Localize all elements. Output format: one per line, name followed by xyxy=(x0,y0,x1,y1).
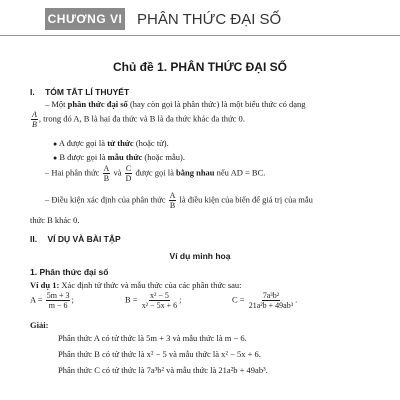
bullet-numerator xyxy=(53,138,169,150)
bullet1-pre: A được gọi là xyxy=(58,138,108,148)
cond-frac-den: B xyxy=(169,201,176,210)
fracA xyxy=(46,291,71,310)
equal-frac1-den: B xyxy=(103,174,110,183)
section2-number: II. xyxy=(30,234,38,244)
definition-line1 xyxy=(45,99,306,110)
section1-heading xyxy=(30,87,129,97)
equal-fraction-2 xyxy=(125,164,133,183)
equal-mid: được gọi là xyxy=(135,167,177,178)
cond-frac-num: A xyxy=(169,191,176,200)
def-text-post: (hay còn gọi là phân thức) là một biểu thức có dạng xyxy=(127,99,306,109)
chapter-title: PHÂN THỨC ĐẠI SỐ xyxy=(137,11,282,28)
def-line2-text: , trong đó A, B là hai đa thức và B là đa thức khác đa thức 0. xyxy=(38,113,245,124)
solution-line-2: Phân thức B có tử thức là x² − 5 và mẫu thức là x² − 5x + 6. xyxy=(58,349,261,359)
example1-label: Ví dụ 1: xyxy=(30,280,60,290)
bullet-dot-icon: ● xyxy=(53,140,58,148)
bullet2-pre: B được gọi là xyxy=(59,152,108,162)
def-frac-den: B xyxy=(32,120,37,129)
equal-and: và xyxy=(113,167,122,178)
fracA-den: m − 6 xyxy=(48,301,68,310)
equal-term: bằng nhau xyxy=(176,167,215,178)
fraction-B: B = $\frac{\text{x² − 5}}{\text{x² − 5x + 6}}$ ; xyxy=(125,291,182,310)
bullet1-post: (hoặc tử). xyxy=(133,138,169,148)
fracB-label: B = xyxy=(125,294,138,305)
section2-heading xyxy=(30,234,121,244)
example1-text: Xác định tử thức và mẫu thức của các phân thức sau: xyxy=(59,280,242,290)
bullet1-term: tử thức xyxy=(107,138,134,148)
definition-line2 xyxy=(30,110,245,129)
condition-line2: thức B khác 0. xyxy=(30,215,80,225)
def-text-pre: – Một xyxy=(45,99,68,109)
cond-fraction xyxy=(169,191,177,210)
bullet-denominator xyxy=(53,152,185,164)
equal-frac2-num: C xyxy=(125,164,132,173)
condition-line1 xyxy=(45,191,313,210)
examples-subtitle: Ví dụ minh hoạ xyxy=(169,251,231,261)
bullet2-term: mẫu thức xyxy=(107,152,143,162)
bullet-dot-icon: ● xyxy=(53,154,58,162)
chapter-label: CHƯƠNG VI xyxy=(45,8,125,30)
header-divider xyxy=(0,35,400,36)
subsection1-title: 1. Phân thức đại số xyxy=(30,267,109,277)
fracB xyxy=(141,291,178,310)
equal-frac1-num: A xyxy=(103,164,110,173)
equality-line xyxy=(45,164,265,183)
fraction-A: A = $\frac{5m + 3}{m - 6}$ ; xyxy=(30,291,74,310)
bullet2-post: (hoặc mẫu). xyxy=(142,152,185,162)
equal-pre: – Hai phân thức xyxy=(45,167,100,178)
fracA-num: 5m + 3 xyxy=(46,291,70,300)
fracC-num: 7a³b² xyxy=(262,291,280,300)
def-fraction xyxy=(31,110,38,129)
equal-post: nếu AD = BC. xyxy=(214,167,266,178)
def-frac-num: A xyxy=(32,110,37,119)
fraction-C: C = $\frac{\text{7a³b²}}{\text{21a²b + 49ab³}}$ . xyxy=(232,291,298,310)
solution-line-1: Phân thức A có tử thức là 5m + 3 và mẫu thức là m − 6. xyxy=(58,333,247,343)
fracA-label: A = xyxy=(30,294,43,305)
equal-fraction-1 xyxy=(103,164,111,183)
cond-post: là điều kiện của biến để giá trị của mẫu xyxy=(179,194,313,205)
example1-line xyxy=(30,280,242,291)
equal-frac2-den: D xyxy=(125,174,132,183)
fracB-den: x² − 5x + 6 xyxy=(141,301,178,310)
fracC-den: 21a²b + 49ab³ xyxy=(248,301,294,310)
fracC-label: C = xyxy=(232,294,245,305)
section1-number: I. xyxy=(30,87,35,97)
cond-pre: – Điều kiện xác định của phân thức xyxy=(45,194,166,205)
section2-title: VÍ DỤ VÀ BÀI TẬP xyxy=(47,234,121,244)
section1-title: TÓM TẮT LÍ THUYẾT xyxy=(45,87,130,97)
solution-label: Giải: xyxy=(30,320,49,330)
solution-line-3: Phân thức C có tử thức là 7a³b² và mẫu thức là 21a²b + 49ab³. xyxy=(58,365,268,375)
fracB-num: x² − 5 xyxy=(149,291,169,300)
topic-title: Chủ đề 1. PHÂN THỨC ĐẠI SỐ xyxy=(113,60,287,74)
def-term: phân thức đại số xyxy=(67,99,128,109)
fracC xyxy=(248,291,294,310)
